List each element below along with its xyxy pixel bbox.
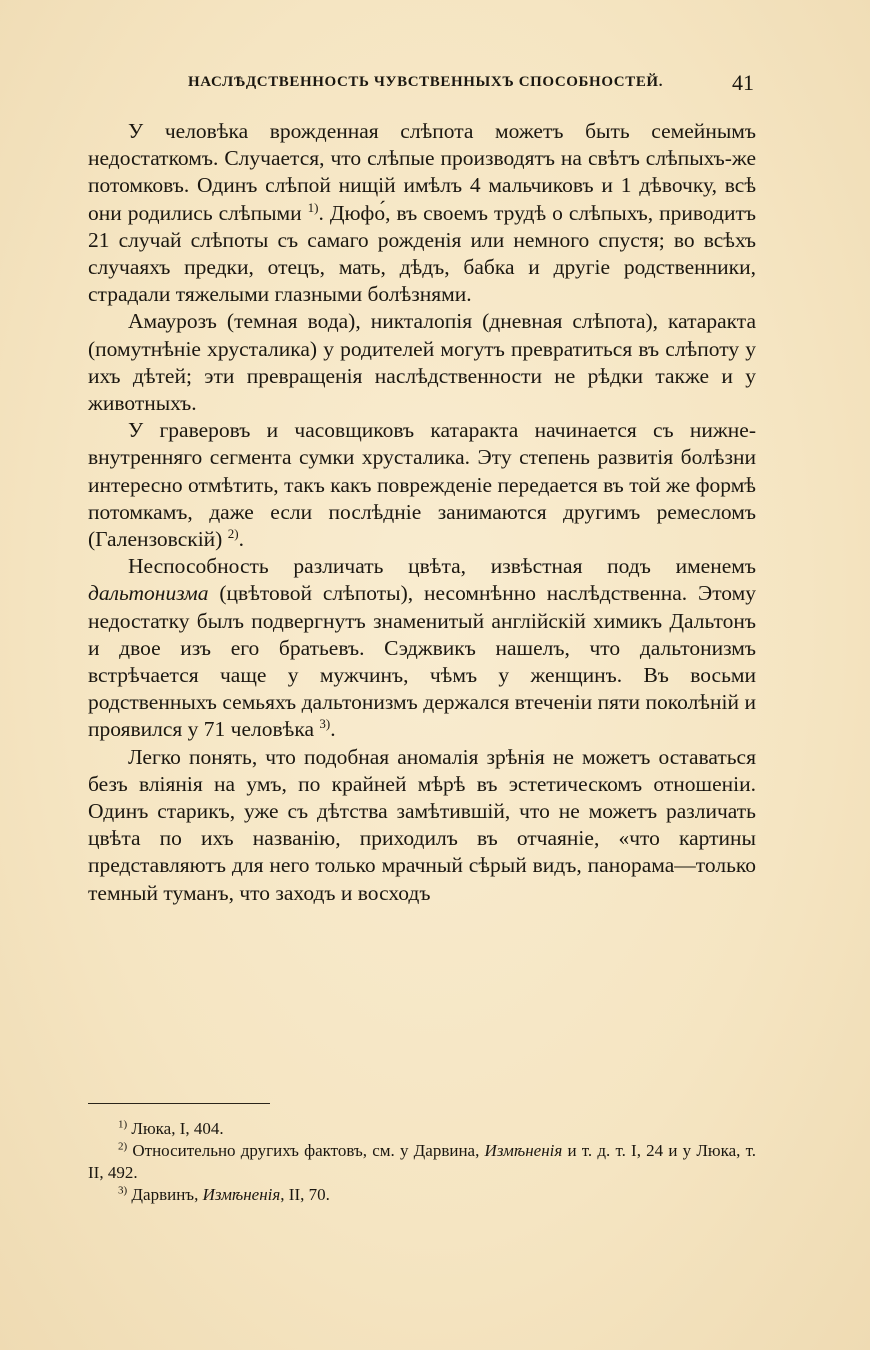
paragraph-4-continuation: . <box>330 717 336 742</box>
paragraph-3-continuation: . <box>238 527 244 552</box>
footnote-3-title: Измѣненія <box>202 1185 281 1204</box>
paragraph-1-continuation: . Дюфо́, въ своемъ трудѣ о слѣпыхъ, приводитъ 21 случай слѣпоты съ самаго рожденія или немного спустя; во всѣхъ случаяхъ предки, отецъ, мать, дѣдъ, бабка и другіе родственники, страдали тяжелыми глазными болѣзнями. <box>88 200 756 307</box>
footnote-divider <box>88 1103 270 1104</box>
paragraph-5 <box>88 744 756 907</box>
term-daltonism: дальтонизма <box>88 581 209 606</box>
paragraph-4-text: (цвѣтовой слѣпоты), несомнѣнно наслѣдственна. Этому недостатку былъ подвергнутъ знаменитый англійскій химикъ Дальтонъ и двое изъ его братьевъ. Сэджвикъ нашелъ, что дальтонизмъ встрѣчается чаще у мужчинъ, чѣмъ у женщинъ. Въ восьми родственныхъ семьяхъ дальтонизмъ держался втеченіи пяти поколѣній и проявился у 71 человѣка <box>88 581 757 742</box>
footnote-3-continuation: , II, 70. <box>280 1185 330 1204</box>
paragraph-1-text: У человѣка врожденная слѣпота можетъ быть семейнымъ недостаткомъ. Случается, что слѣпые производятъ на свѣтъ слѣпыхъ-же потомковъ. Одинъ слѣпой нищій имѣлъ 4 мальчиковъ и 1 дѣвочку, всѣ они родились слѣпыми <box>88 119 756 225</box>
body-text <box>88 118 756 907</box>
paragraph-3 <box>88 417 756 553</box>
footnote-mark-2: 2) <box>118 1140 128 1153</box>
page-number: 41 <box>732 70 754 95</box>
paragraph-3-text: У граверовъ и часовщиковъ катаракта начинается съ нижне-внутренняго сегмента сумки хрусталика. Эту степень развитія болѣзни интересно отмѣтить, такъ какъ поврежденіе передается въ той же формѣ потомкамъ, даже если послѣдніе занимаются другимъ ремесломъ (Галензовскій) <box>88 418 756 552</box>
running-head <box>88 70 758 100</box>
footnote-1 <box>88 1118 756 1140</box>
paragraph-1 <box>88 118 756 308</box>
footnote-ref-1: 1) <box>307 199 319 215</box>
footnote-mark-3: 3) <box>118 1184 128 1197</box>
footnote-1-text: Люка, I, 404. <box>131 1119 224 1138</box>
footnote-2-text: Относительно другихъ фактовъ, см. у Дарвина, <box>132 1141 480 1160</box>
footnote-ref-2: 2) <box>227 525 239 541</box>
footnotes <box>88 1118 756 1206</box>
paragraph-2-text: Амаурозъ (темная вода), никталопія (дневная слѣпота), катаракта (помутнѣніе хрусталика) у родителей могутъ превратиться въ слѣпоту у ихъ дѣтей; эти превращенія наслѣдственности не рѣдки также и у животныхъ. <box>88 309 756 416</box>
footnote-mark-1: 1) <box>118 1118 128 1131</box>
footnote-2-continuation: и т. д. т. I, 24 и у Люка, т. II, 492. <box>88 1141 756 1182</box>
paragraph-4-lead: Неспособность различать цвѣта, извѣстная подъ именемъ <box>128 554 756 579</box>
footnote-ref-3: 3) <box>319 716 331 732</box>
paragraph-2 <box>88 308 756 417</box>
paragraph-4 <box>88 553 756 743</box>
footnote-3 <box>88 1184 756 1206</box>
paragraph-5-text: Легко понять, что подобная аномалія зрѣнія не можетъ оставаться безъ вліянія на умъ, по крайней мѣрѣ въ эстетическомъ отношеніи. Одинъ старикъ, уже съ дѣтства замѣтившій, что не можетъ различать цвѣта по ихъ названію, приходилъ въ отчаяніе, «что картины представляютъ для него только мрачный сѣрый видъ, панорама—только темный туманъ, что заходъ и восходъ <box>88 744 756 905</box>
footnote-2-title: Измѣненія <box>484 1141 563 1160</box>
footnote-3-text: Дарвинъ, <box>131 1185 199 1204</box>
running-title: НАСЛѢДСТВЕННОСТЬ ЧУВСТВЕННЫХЪ СПОСОБНОСТЕЙ. <box>188 74 664 90</box>
footnote-2 <box>88 1140 756 1184</box>
